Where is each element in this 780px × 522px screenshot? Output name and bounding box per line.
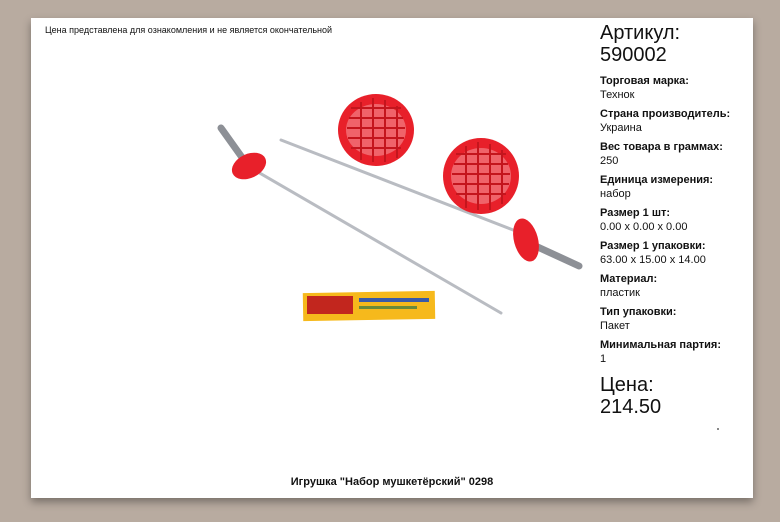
sword-right <box>281 140 579 266</box>
spec-material <box>600 272 750 300</box>
price-label: Цена: <box>600 374 654 396</box>
spec-label: Единица измерения: <box>600 174 714 186</box>
spec-label: Страна производитель: <box>600 108 731 120</box>
price-disclaimer: Цена представлена для ознакомления и не является окончательной <box>45 25 333 35</box>
spec-label: Вес товара в граммах: <box>600 141 723 153</box>
spec-value: пластик <box>600 287 640 299</box>
decorative-dot <box>717 428 719 430</box>
spec-label: Размер 1 шт: <box>600 207 671 219</box>
spec-value: Пакет <box>600 320 630 332</box>
product-title: Игрушка "Набор мушкетёрский" 0298 <box>290 476 494 488</box>
spec-label: Размер 1 упаковки: <box>600 240 706 252</box>
spec-value: 1 <box>600 353 607 365</box>
product-details <box>600 22 750 418</box>
fencing-mask-right <box>443 138 519 214</box>
spec-min-batch <box>600 338 750 366</box>
spec-label: Тип упаковки: <box>600 306 677 318</box>
spec-unit <box>600 173 750 201</box>
spec-label: Материал: <box>600 273 658 285</box>
product-photo <box>211 88 591 348</box>
spec-label: Минимальная партия: <box>600 339 721 351</box>
article-value: 590002 <box>600 44 667 66</box>
spec-item-size <box>600 206 750 234</box>
spec-value: 63.00 x 15.00 x 14.00 <box>600 254 706 266</box>
article-label: Артикул: <box>600 22 681 44</box>
spec-package-type <box>600 305 750 333</box>
spec-value: Технок <box>600 89 635 101</box>
price-value: 214.50 <box>600 396 662 418</box>
fencing-mask-left <box>338 94 414 166</box>
spec-value: 0.00 x 0.00 x 0.00 <box>600 221 688 233</box>
package-label <box>303 291 435 321</box>
spec-country <box>600 107 750 135</box>
spec-trademark <box>600 74 750 102</box>
spec-package-size <box>600 239 750 267</box>
spec-value: Украина <box>600 122 642 134</box>
spec-value: 250 <box>600 155 619 167</box>
product-card <box>31 18 753 498</box>
spec-label: Торговая марка: <box>600 75 689 87</box>
spec-weight <box>600 140 750 168</box>
spec-value: набор <box>600 188 631 200</box>
